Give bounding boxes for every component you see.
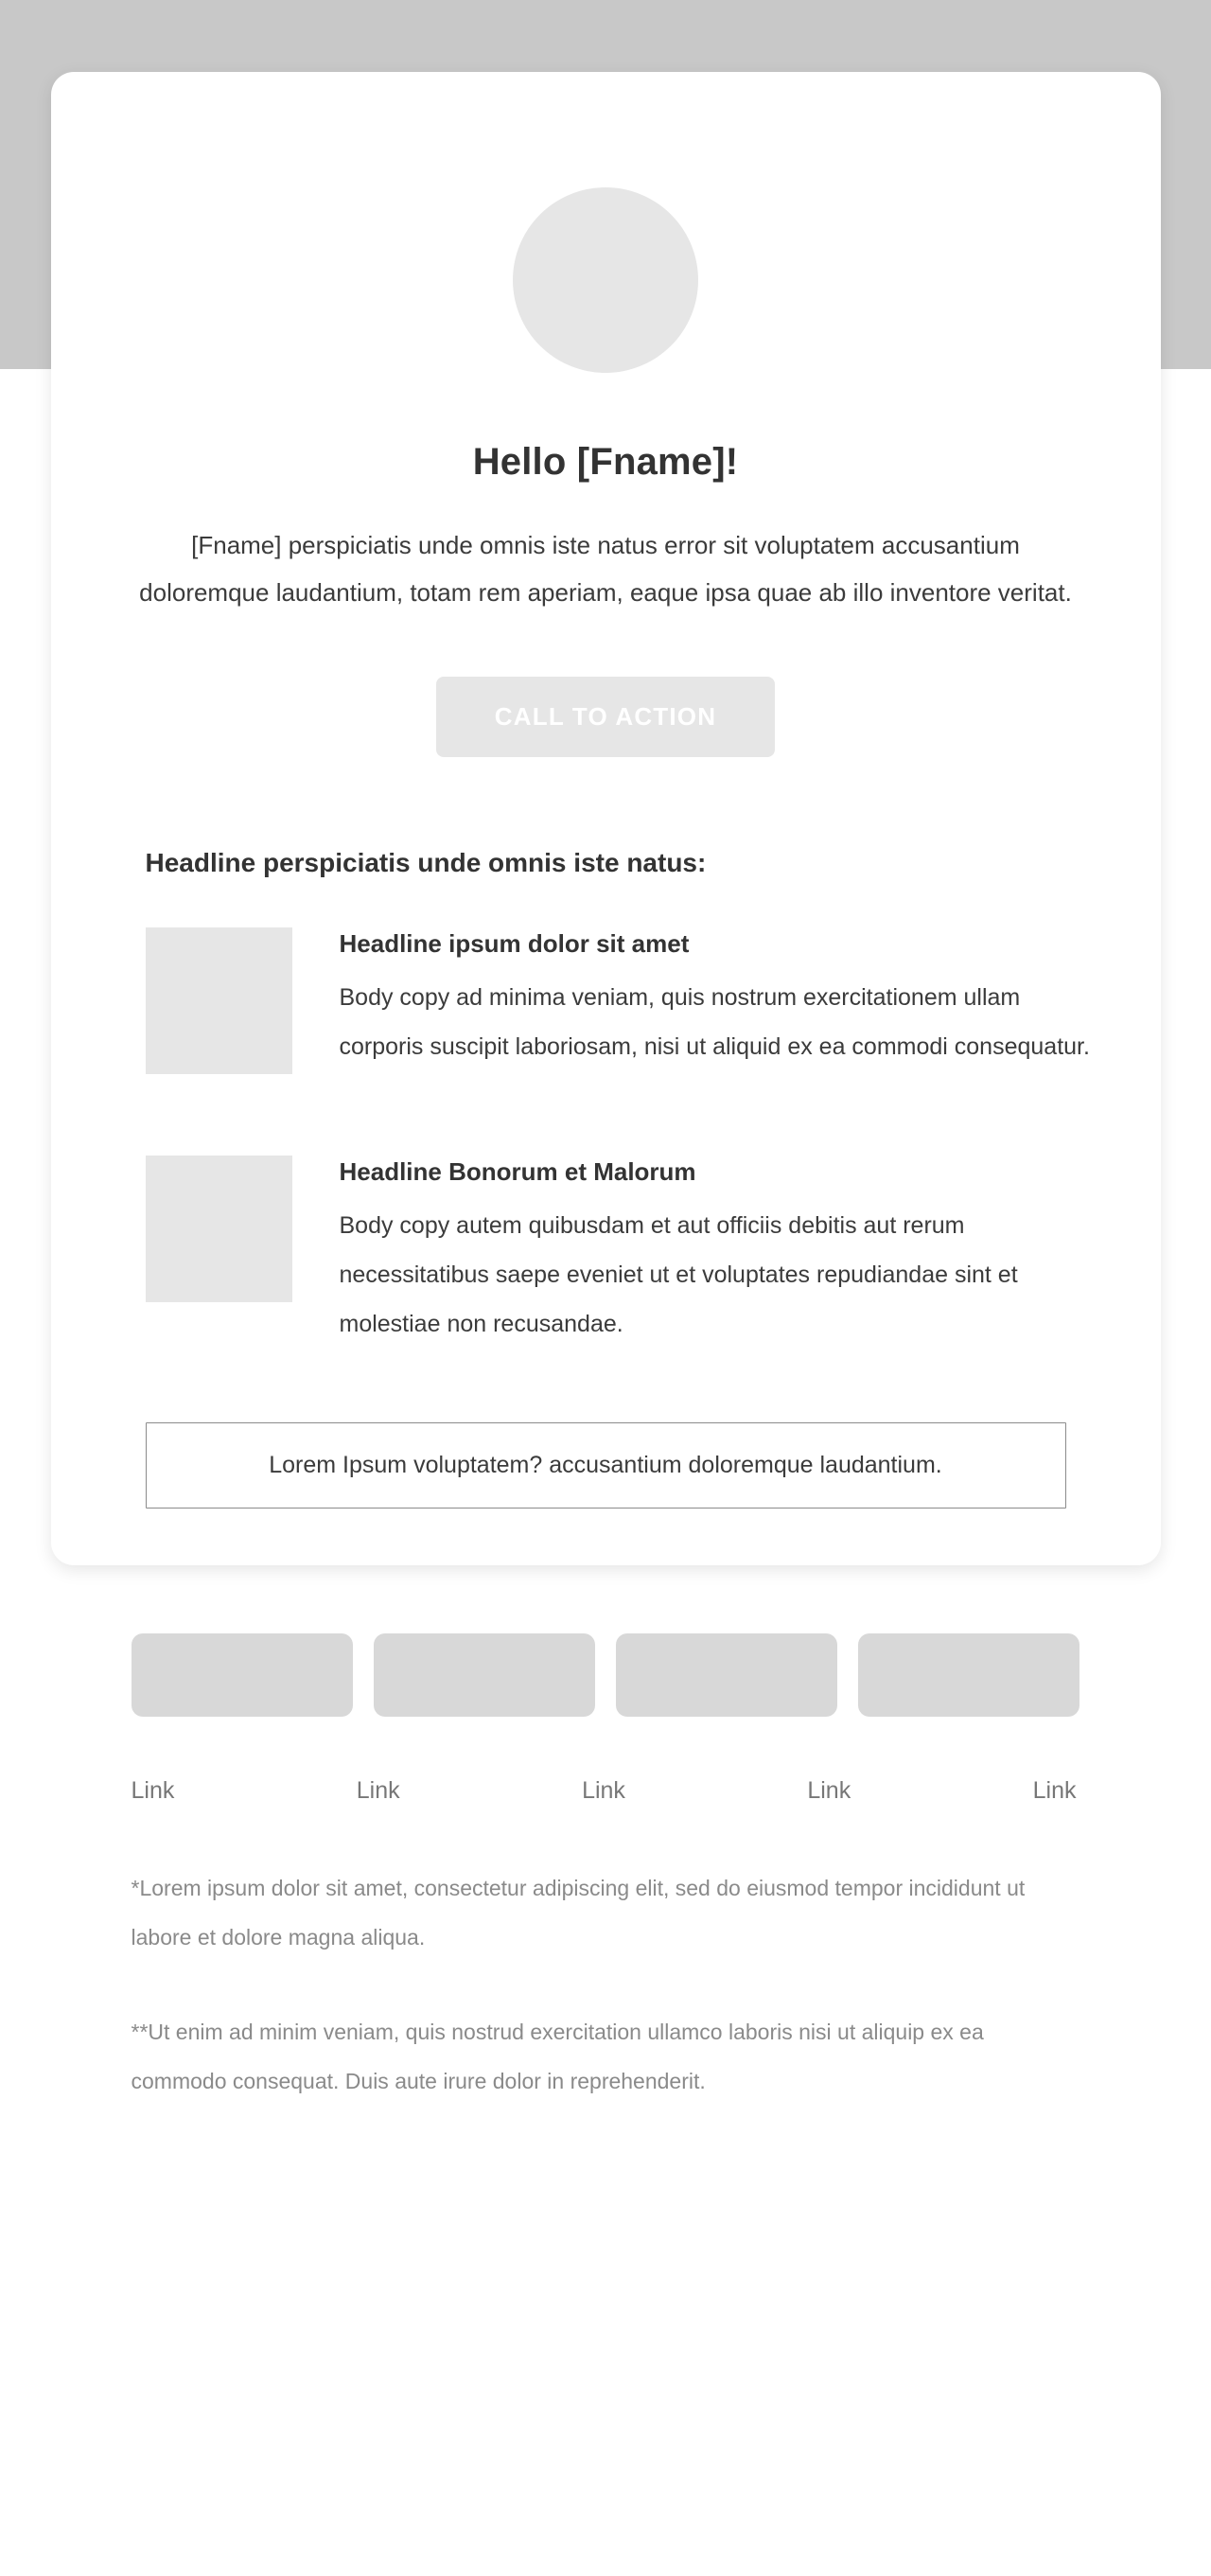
badge-row [132, 1633, 1080, 1717]
feature-body: Body copy ad minima veniam, quis nostrum exercitationem ullam corporis suscipit laboriosam, nisi ut aliquid ex ea commodi consequatur. [339, 984, 1090, 1060]
footer-link-3[interactable]: Link [582, 1777, 625, 1804]
footer-link-1[interactable]: Link [131, 1777, 175, 1804]
fineprint-note-1: *Lorem ipsum dolor sit amet, consectetur adipiscing elit, sed do eiusmod tempor incididunt ut labore et dolore magna aliqua. [131, 1876, 1026, 1950]
avatar-placeholder-circle-icon [513, 187, 698, 373]
email-card [51, 72, 1161, 1565]
content-wrapper [51, 0, 1161, 2106]
footer-link-5[interactable]: Link [1032, 1777, 1077, 1804]
image-placeholder-icon [146, 927, 292, 1074]
badge-placeholder-3-icon[interactable] [616, 1633, 837, 1717]
image-placeholder-icon [146, 1156, 292, 1302]
footer-link-4[interactable]: Link [807, 1777, 851, 1804]
feature-body: Body copy autem quibusdam et aut officiis debitis aut rerum necessitatibus saepe eveniet ut et voluptates repudiandae sint et molestiae non recusandae. [339, 1212, 1018, 1337]
footer [51, 1633, 1161, 2106]
feature-text [340, 1156, 1104, 1349]
section-headline: Headline perspiciatis unde omnis iste natus: [145, 848, 707, 877]
avatar-row [108, 72, 1104, 373]
footer-link-2[interactable]: Link [356, 1777, 400, 1804]
feature-title: Headline Bonorum et Malorum [339, 1157, 696, 1186]
footer-link-row [132, 1777, 1080, 1805]
feature-text [340, 927, 1104, 1074]
page-title: Hello [Fname]! [472, 441, 739, 483]
feature-item [108, 1156, 1104, 1349]
cta-row [108, 677, 1104, 757]
badge-placeholder-1-icon[interactable] [132, 1633, 353, 1717]
feature-title: Headline ipsum dolor sit amet [339, 929, 690, 958]
intro-paragraph: [Fname] perspiciatis unde omnis iste natus error sit voluptatem accusantium doloremque laudantium, totam rem aperiam, eaque ipsa quae ab illo inventore veritat. [139, 531, 1072, 607]
badge-placeholder-2-icon[interactable] [374, 1633, 595, 1717]
call-to-action-button[interactable]: CALL TO ACTION [436, 677, 775, 757]
feature-item [108, 927, 1104, 1074]
fineprint-note-2: **Ut enim ad minim veniam, quis nostrud exercitation ullamco laboris nisi ut aliquip ex ea commodo consequat. Duis aute irure dolor in reprehenderit. [131, 2020, 984, 2093]
quote-box: Lorem Ipsum voluptatem? accusantium doloremque laudantium. [146, 1422, 1066, 1509]
badge-placeholder-4-icon[interactable] [858, 1633, 1079, 1717]
